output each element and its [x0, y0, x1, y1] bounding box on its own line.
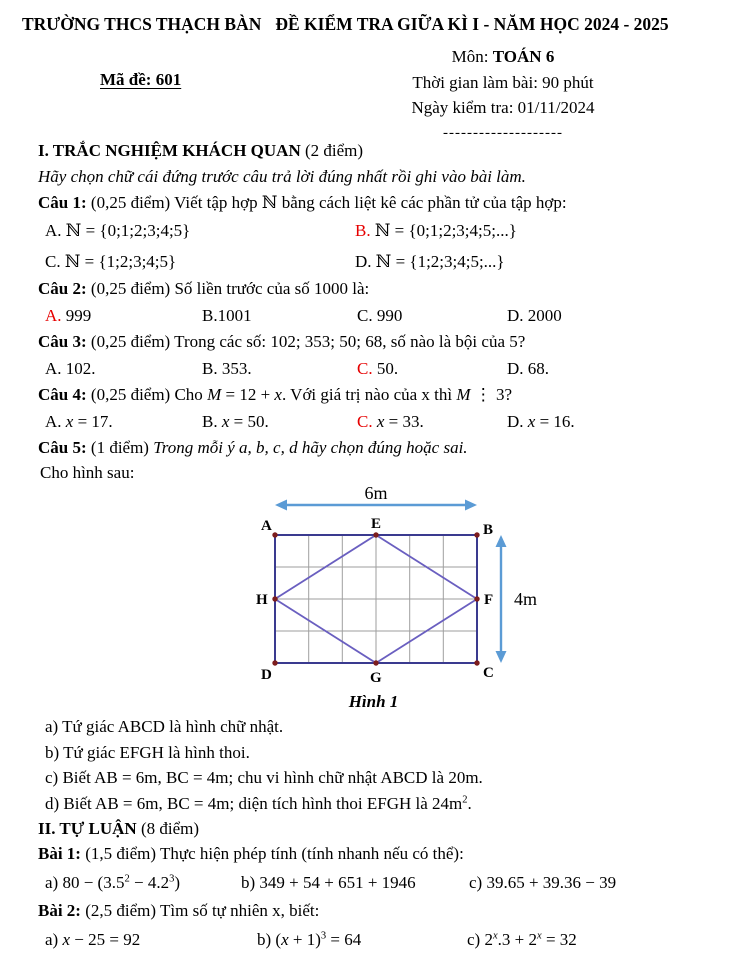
section1-points: (2 điểm) — [300, 141, 364, 160]
question-cau-2 — [38, 276, 711, 302]
subject-label: Môn: — [451, 47, 493, 66]
header-right-block — [372, 44, 634, 146]
problem-label: Bài 2: — [38, 901, 81, 920]
item-a: a) x − 25 = 92 — [45, 930, 141, 949]
height-dimension-arrow — [496, 535, 507, 663]
option-a: A. 102. — [45, 359, 96, 378]
problem-label: Bài 1: — [38, 844, 81, 863]
vertex-label-d: D — [261, 667, 272, 683]
exam-header — [0, 0, 733, 141]
option-d: D. ℕ = {1;2;3;4;5;...} — [355, 252, 505, 271]
subject-name: TOÁN 6 — [492, 47, 555, 66]
statement-d: d) Biết AB = 6m, BC = 4m; diện tích hình thoi EFGH là $24m^2$. — [45, 793, 472, 813]
question-text: (0,25 điểm) Cho M = 12 + x. Với giá trị nào của x thì M ⋮ 3? — [86, 385, 513, 404]
option-b: B.1001 — [202, 306, 252, 325]
header-divider: -------------------- — [443, 124, 563, 141]
cau-3-options — [38, 355, 711, 382]
item-a: a) $80 - (3.5^2 - 4.2^3)$ — [45, 873, 181, 892]
item-c: c) 39.65 + 39.36 − 39 — [469, 873, 617, 892]
vertex-label-f: F — [484, 592, 494, 608]
exam-date-line: Ngày kiểm tra: 01/11/2024 — [411, 98, 595, 117]
option-a: A. ℕ = {0;1;2;3;4;5} — [45, 221, 191, 240]
vertex-label-a: A — [261, 518, 272, 534]
vertex-label-g: G — [370, 670, 382, 686]
option-b: B. 353. — [202, 359, 252, 378]
section2-points: (8 điểm) — [136, 819, 200, 838]
option-c: C. ℕ = {1;2;3;4;5} — [45, 252, 177, 271]
cau-1-options — [38, 216, 711, 276]
question-cau-1 — [38, 190, 711, 216]
option-b: B. ℕ = {0;1;2;3;4;5;...} — [355, 221, 517, 240]
bai-1-items — [38, 867, 711, 898]
geometry-figure — [235, 485, 545, 690]
question-cau-4 — [38, 382, 711, 408]
cau-2-options — [38, 302, 711, 329]
question-label: Câu 3: — [38, 332, 87, 351]
option-d: D. x = 16. — [507, 412, 575, 431]
bai-1-heading — [38, 841, 711, 867]
figure-caption: Hình 1 — [348, 692, 399, 711]
statement-a: a) Tứ giác ABCD là hình chữ nhật. — [45, 717, 284, 736]
option-a: A. x = 17. — [45, 412, 113, 431]
vertex-label-h: H — [256, 592, 268, 608]
problem-text: (1,5 điểm) Thực hiện phép tính (tính nhanh nếu có thể): — [80, 844, 464, 863]
section1-instruction: Hãy chọn chữ cái đứng trước câu trả lời đúng nhất rồi ghi vào bài làm. — [38, 167, 526, 186]
subject-line — [372, 44, 634, 70]
question-cau-5 — [38, 435, 711, 461]
question-label: Câu 5: — [38, 438, 87, 457]
option-a: A. 999 — [45, 306, 92, 325]
exam-title: ĐỀ KIỂM TRA GIỮA KÌ I - NĂM HỌC 2024 - 2025 — [275, 14, 669, 34]
question-label: Câu 2: — [38, 279, 87, 298]
problem-text: (2,5 điểm) Tìm số tự nhiên x, biết: — [80, 901, 320, 920]
exam-code: Mã đề: 601 — [100, 70, 182, 89]
option-c: C. 990 — [357, 306, 403, 325]
vertex-label-b: B — [483, 522, 494, 538]
cho-hinh-sau: Cho hình sau: — [40, 463, 135, 482]
item-b: b) 349 + 54 + 651 + 1946 — [241, 873, 416, 892]
grid-lines — [275, 535, 477, 663]
question-text: (0,25 điểm) Số liền trước của số 1000 là: — [86, 279, 370, 298]
question-text: (1 điểm) Trong mỗi ý a, b, c, d hãy chọn đúng hoặc sai. — [86, 438, 468, 457]
question-cau-3 — [38, 329, 711, 355]
figure-hinh-1 — [38, 485, 711, 690]
section1-title: I. TRẮC NGHIỆM KHÁCH QUAN — [38, 141, 301, 160]
height-label: 4m — [514, 589, 538, 609]
statement-c: c) Biết AB = 6m, BC = 4m; chu vi hình chữ nhật ABCD là 20m. — [45, 768, 483, 787]
school-name: TRƯỜNG THCS THẠCH BÀN — [22, 14, 262, 34]
vertex-label-e: E — [371, 516, 382, 532]
header-title-line — [22, 14, 727, 35]
question-text: (0,25 điểm) Viết tập hợp ℕ bằng cách liệt kê các phần tử của tập hợp: — [86, 193, 567, 212]
bai-2-heading — [38, 898, 711, 924]
section2-heading — [38, 816, 711, 841]
option-d: D. 68. — [507, 359, 550, 378]
question-text: (0,25 điểm) Trong các số: 102; 353; 50; 68, số nào là bội của 5? — [86, 332, 526, 351]
cau-4-options — [38, 408, 711, 435]
duration-line: Thời gian làm bài: 90 phút — [412, 72, 594, 92]
vertex-label-c: C — [483, 665, 494, 681]
bai-2-items — [38, 924, 711, 955]
item-c: c) $2^x.3 + 2^x = 32$ — [467, 930, 577, 949]
option-b: B. x = 50. — [202, 412, 269, 431]
option-c: C. 50. — [357, 359, 399, 378]
item-b: b) $(x + 1)^3 = 64$ — [257, 930, 362, 949]
statement-b: b) Tứ giác EFGH là hình thoi. — [45, 742, 250, 762]
exam-body — [0, 138, 733, 955]
option-d: D. 2000 — [507, 306, 562, 325]
section2-title: II. TỰ LUẬN — [38, 819, 137, 838]
question-label: Câu 4: — [38, 385, 87, 404]
question-label: Câu 1: — [38, 193, 87, 212]
width-label: 6m — [364, 485, 388, 503]
option-c: C. x = 33. — [357, 412, 424, 431]
